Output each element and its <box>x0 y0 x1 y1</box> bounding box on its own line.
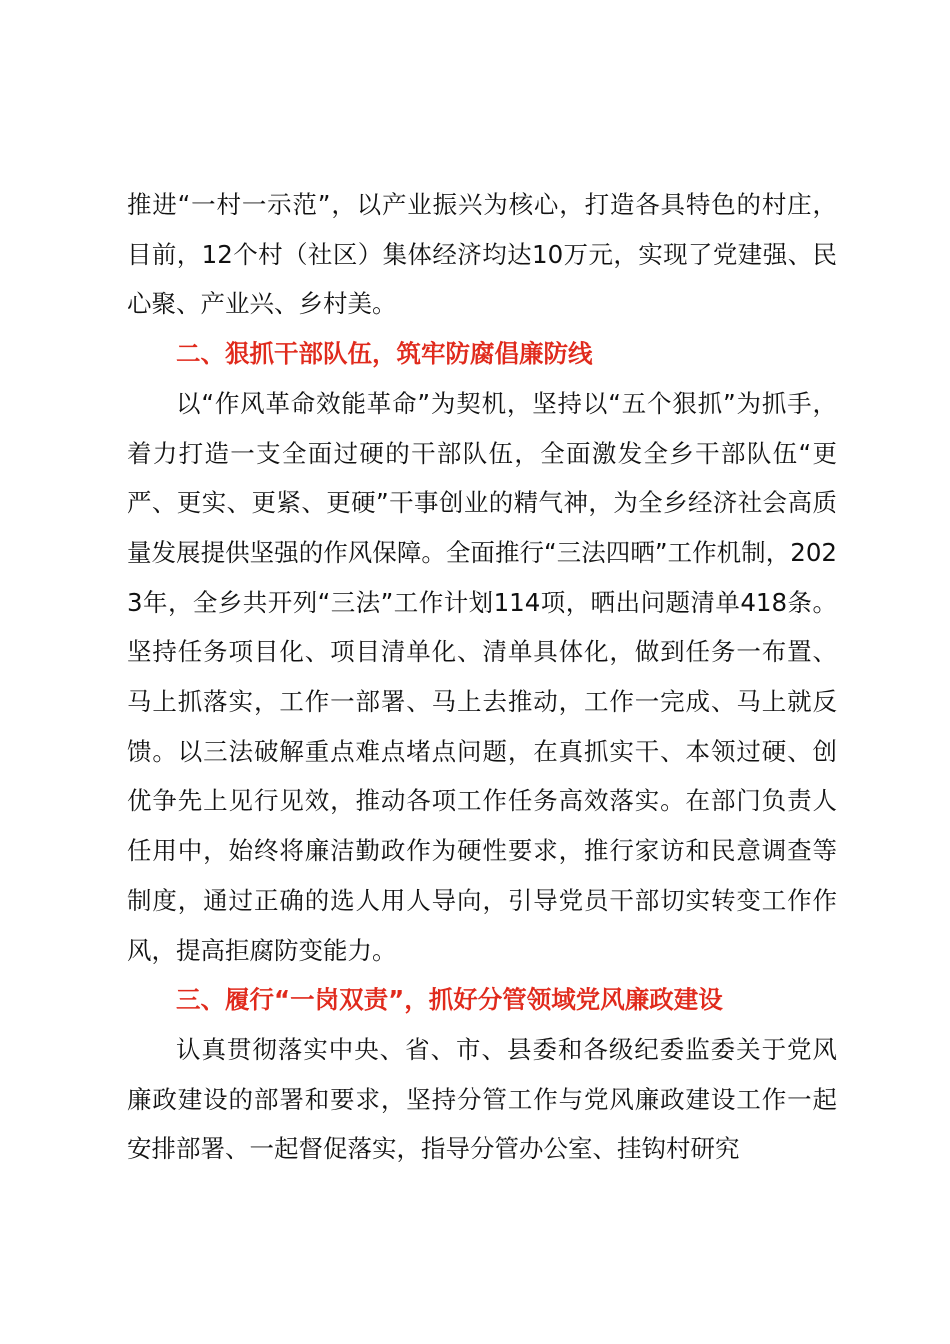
paragraph-continuation: 推进“一村一示范”，以产业振兴为核心，打造各具特色的村庄，目前，12个村（社区）集体经济均达10万元，实现了党建强、民心聚、产业兴、乡村美。 <box>127 190 837 319</box>
paragraph-section-2: 以“作风革命效能革命”为契机，坚持以“五个狠抓”为抓手，着力打造一支全面过硬的干部队伍，全面激发全乡干部队伍“更严、更实、更紧、更硬”干事创业的精气神，为全乡经济社会高质量发展提供坚强的作风保障。全面推行“三法四晒”工作机制，2023年，全乡共开列“三法”工作计划114项，晒出问题清单418条。坚持任务项目化、项目清单化、清单具体化，做到任务一布置、马上抓落实，工作一部署、马上去推动，工作一完成、马上就反馈。以三法破解重点难点堵点问题，在真抓实干、本领过硬、创优争先上见行见效，推动各项工作任务高效落实。在部门负责人任用中，始终将廉洁勤政作为硬性要求，推行家访和民意调查等制度，通过正确的选人用人导向，引导党员干部切实转变工作作风，提高拒腐防变能力。 <box>127 388 837 965</box>
paragraph-section-3: 认真贯彻落实中央、省、市、县委和各级纪委监委关于党风廉政建设的部署和要求，坚持分管工作与党风廉政建设工作一起安排部署、一起督促落实，指导分管办公室、挂钩村研究 <box>127 1034 837 1164</box>
section-heading-3: 三、履行“一岗双责”，抓好分管领域党风廉政建设 <box>176 985 723 1015</box>
document-body <box>127 180 837 1174</box>
section-heading-2: 二、狠抓干部队伍，筑牢防腐倡廉防线 <box>176 339 593 369</box>
